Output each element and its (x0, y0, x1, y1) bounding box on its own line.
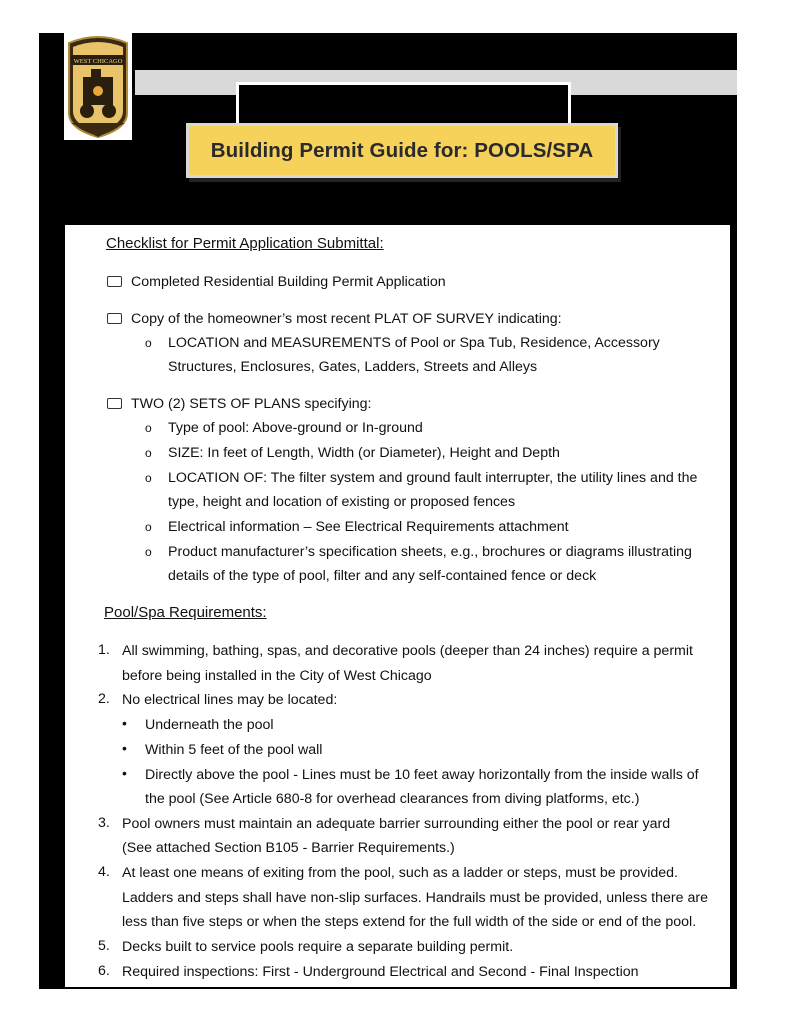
sub-item: type, height and location of existing or proposed fences (168, 494, 516, 510)
bullet: • (122, 715, 127, 731)
sub-item: Electrical information – See Electrical Requirements attachment (168, 519, 569, 535)
list-number: 2. (98, 691, 110, 707)
checkbox-plat-of-survey[interactable] (107, 313, 122, 324)
city-logo (64, 32, 132, 140)
sub-item: Product manufacturer’s specification sheets, e.g., brochures or diagrams illustrating (168, 544, 692, 560)
requirement-line: less than five steps or when the steps extend for the full width of the side or end of the pool. (122, 914, 697, 930)
circle-bullet: o (145, 545, 152, 559)
requirement-line: Pool owners must maintain an adequate barrier surrounding either the pool or rear yard (122, 816, 671, 832)
list-number: 6. (98, 963, 110, 979)
requirement-line: (See attached Section B105 - Barrier Requirements.) (122, 840, 455, 856)
circle-bullet: o (145, 336, 152, 350)
checklist-item-label: Copy of the homeowner’s most recent PLAT OF SURVEY indicating: (131, 311, 562, 327)
logo-text: WEST CHICAGO (73, 58, 123, 65)
requirement-line: Required inspections: First - Underground Electrical and Second - Final Inspection (122, 964, 639, 980)
page-title: Building Permit Guide for: POOLS/SPA (210, 138, 594, 162)
title-banner (186, 123, 618, 178)
requirement-line: Underneath the pool (145, 717, 274, 733)
checkbox-application[interactable] (107, 276, 122, 287)
circle-bullet: o (145, 421, 152, 435)
circle-bullet: o (145, 471, 152, 485)
requirement-line: Decks built to service pools require a separate building permit. (122, 939, 514, 955)
sub-item: LOCATION and MEASUREMENTS of Pool or Spa Tub, Residence, Accessory (168, 335, 660, 351)
bullet: • (122, 765, 127, 781)
circle-bullet: o (145, 520, 152, 534)
list-number: 3. (98, 815, 110, 831)
checklist-item-label: Completed Residential Building Permit Application (131, 274, 446, 290)
sub-item: details of the type of pool, filter and any self-contained fence or deck (168, 568, 597, 584)
sub-item: Structures, Enclosures, Gates, Ladders, Streets and Alleys (168, 359, 538, 375)
checklist-item-label: TWO (2) SETS OF PLANS specifying: (131, 396, 372, 412)
circle-bullet: o (145, 446, 152, 460)
bullet: • (122, 740, 127, 756)
requirement-line: Within 5 feet of the pool wall (145, 742, 323, 758)
sub-item: SIZE: In feet of Length, Width (or Diameter), Height and Depth (168, 445, 560, 461)
sub-item: LOCATION OF: The filter system and ground fault interrupter, the utility lines and the (168, 470, 698, 486)
list-number: 4. (98, 864, 110, 880)
sub-item: Type of pool: Above-ground or In-ground (168, 420, 423, 436)
requirements-heading: Pool/Spa Requirements: (104, 604, 267, 621)
requirement-line: At least one means of exiting from the pool, such as a ladder or steps, must be provided. (122, 865, 678, 881)
requirement-line: the pool (See Article 680-8 for overhead clearances from diving platforms, etc.) (145, 791, 640, 807)
checklist-heading: Checklist for Permit Application Submittal: (106, 235, 384, 252)
list-number: 1. (98, 642, 110, 658)
checkbox-two-sets-of-plans[interactable] (107, 398, 122, 409)
requirement-line: Ladders and steps shall have non-slip surfaces. Handrails must be provided, unless there are (122, 890, 708, 906)
requirement-line: No electrical lines may be located: (122, 692, 338, 708)
requirement-line: Directly above the pool - Lines must be 10 feet away horizontally from the inside walls of (145, 767, 699, 783)
list-number: 5. (98, 938, 110, 954)
west-chicago-logo-icon (65, 33, 131, 139)
requirement-line: before being installed in the City of West Chicago (122, 668, 432, 684)
requirement-line: All swimming, bathing, spas, and decorative pools (deeper than 24 inches) require a permit (122, 643, 693, 659)
